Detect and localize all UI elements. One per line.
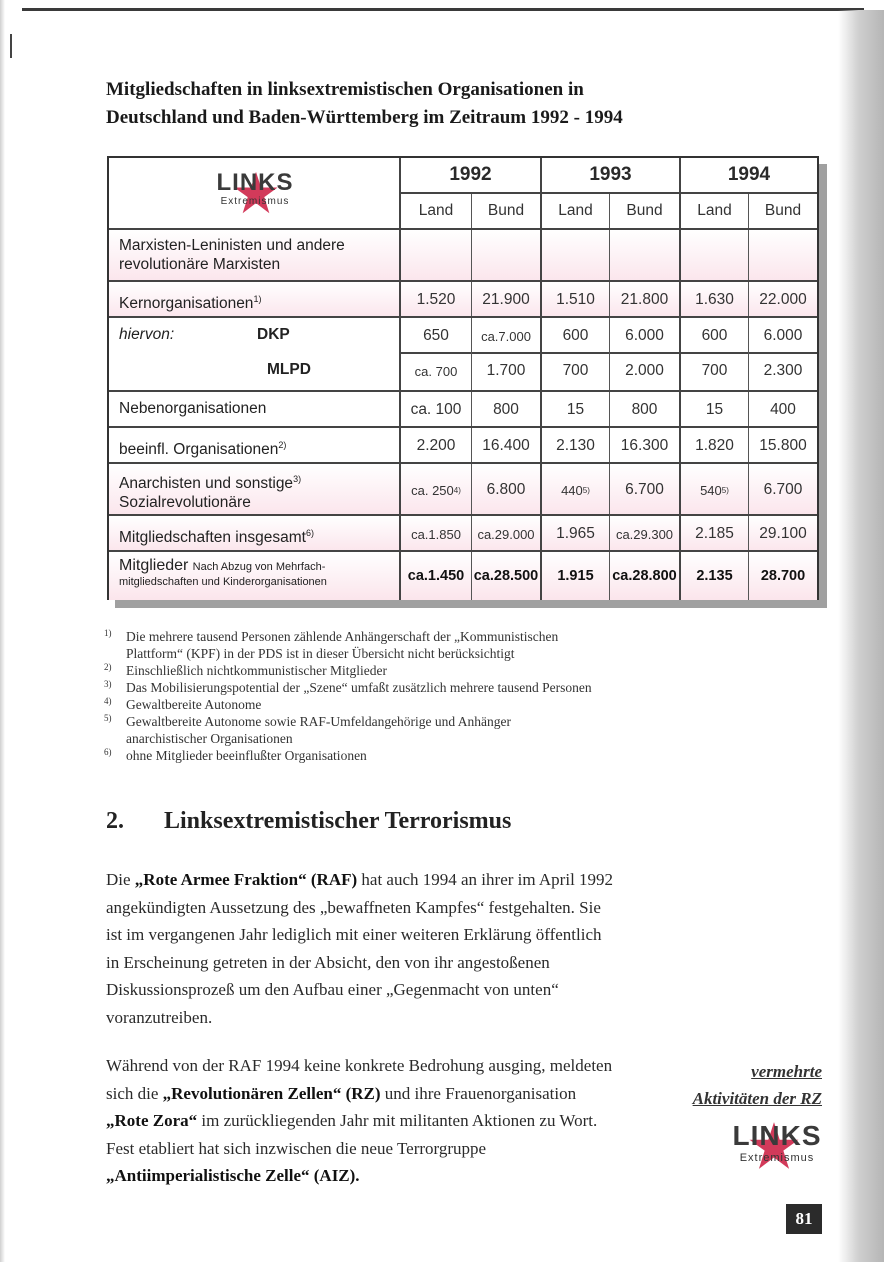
footnote: 2) Einschließlich nichtkommunistischer Mitglieder — [104, 662, 387, 678]
value-cell: ca.28.800 — [609, 552, 679, 600]
table-row-total — [109, 550, 817, 600]
value-cell: ca.29.000 — [471, 516, 540, 552]
value-cell: ca.1.450 — [407, 568, 465, 584]
table-row — [109, 316, 817, 354]
value-cell: 21.900 — [471, 282, 540, 318]
value-cell: 6.700 — [609, 464, 679, 516]
value-cell: 16.400 — [471, 428, 540, 464]
value-cell: 21.800 — [609, 282, 679, 318]
value-cell: 540 5) — [679, 464, 748, 516]
subheader-bund: Bund — [748, 194, 817, 228]
value-cell: 1.700 — [471, 352, 540, 390]
paragraph: Während von der RAF 1994 keine konkrete Bedrohung ausging, meldeten sich die „Revolutionären Zellen“ (RZ) und ihre Frauenorganisation „Rote Zora“ im zurückliegenden Jahr mit militanten Aktionen zu Wort. Fest etabliert hat sich inzwischen die neue Terrorgruppe „Antiimperialistische Zelle“ (AIZ). — [106, 1056, 613, 1185]
value-cell: ca.28.500 — [471, 552, 540, 600]
header-logo-cell — [109, 158, 401, 228]
page-title: Mitgliedschaften in linksextremistischen Organisationen in Deutschland und Baden-Württemberg im Zeitraum 1992 - 1994 — [106, 79, 623, 128]
top-rule — [22, 8, 864, 11]
membership-table — [107, 156, 819, 600]
value-cell: 700 — [679, 352, 748, 390]
value-cell: ca. 250 4) — [411, 482, 461, 498]
margin-note: vermehrte Aktivitäten der RZ — [692, 1062, 822, 1108]
value-cell: 1.520 — [416, 291, 456, 308]
footnote: 3) Das Mobilisierungspotential der „Szene“ umfaßt zusätzlich mehrere tausend Personen — [104, 679, 592, 695]
subheader-bund: Bund — [609, 194, 679, 228]
value-cell: ca.7.000 — [471, 318, 540, 354]
value-cell: 6.000 — [748, 318, 817, 354]
footnote: 6) ohne Mitglieder beeinflußter Organisationen — [104, 747, 367, 763]
value-cell: 28.700 — [748, 552, 817, 600]
table-row — [109, 426, 817, 464]
section-number: 2. — [106, 808, 124, 834]
value-cell: ca.29.300 — [609, 516, 679, 552]
logo-text: LINKS — [216, 169, 294, 196]
value-cell: 6.800 — [471, 464, 540, 516]
value-cell: 1.820 — [679, 428, 748, 464]
value-cell: 650 — [423, 327, 449, 344]
value-cell: 15.800 — [748, 428, 817, 464]
year-1994: 1994 — [679, 158, 817, 192]
row-label: Nebenorganisationen — [109, 392, 401, 428]
value-cell: 2.200 — [416, 437, 456, 454]
value-cell: 2.000 — [609, 352, 679, 390]
value-cell: 2.130 — [540, 428, 609, 464]
value-cell: 2.135 — [679, 552, 748, 600]
value-cell: 800 — [471, 392, 540, 428]
footnote: 1) Die mehrere tausend Personen zählende Anhängerschaft der „Kommunistischen Plattform“ (KPF) in der PDS ist in dieser Übersicht nicht berücksichtigt — [104, 628, 559, 661]
scan-left-edge — [0, 0, 5, 1262]
value-cell: ca. 100 — [410, 401, 462, 418]
value-cell: 29.100 — [748, 516, 817, 552]
footnote: 4) Gewaltbereite Autonome — [104, 696, 262, 712]
value-cell: 15 — [540, 392, 609, 428]
table-row — [109, 514, 817, 552]
row-label: Mitglieder Nach Abzug von Mehrfach- mitgliedschaften und Kinderorganisationen — [109, 552, 401, 600]
value-cell: 2.185 — [679, 516, 748, 552]
subheader-bund: Bund — [471, 194, 540, 228]
table-row — [109, 280, 817, 318]
value-cell: 700 — [540, 352, 609, 390]
links-logo — [205, 170, 305, 208]
value-cell: 1.630 — [679, 282, 748, 318]
value-cell: 400 — [748, 392, 817, 428]
logo-text: LINKS — [732, 1120, 822, 1151]
value-cell: 1.915 — [540, 552, 609, 600]
section-title: Linksextremistischer Terrorismus — [164, 808, 512, 834]
paragraph: Die „Rote Armee Fraktion“ (RAF) hat auch 1994 an ihrer im April 1992 angekündigten Aussetzung des „bewaffneten Kampfes“ festgehalten. Sie ist im vergangenen Jahr lediglich mit einer weiteren Erklärung öffentlich in Erscheinung getreten in der Absicht, den von ihr angestoßenen Diskussionsprozeß um den Aufbau einer „Gegenmacht von unten“ voranzutreiben. — [106, 870, 614, 1027]
row-label: Marxisten-Leninisten und andere revolutionäre Marxisten — [109, 230, 401, 282]
value-cell: 1.510 — [540, 282, 609, 318]
links-logo — [722, 1120, 832, 1165]
row-label: beeinfl. Organisationen$^{2)}$ — [109, 428, 401, 464]
value-cell: 440 5) — [540, 464, 609, 516]
value-cell: 15 — [679, 392, 748, 428]
year-1992: 1992 — [449, 164, 492, 185]
table-header — [109, 158, 817, 228]
value-cell: 16.300 — [609, 428, 679, 464]
logo-subtext: Extremismus — [739, 1152, 815, 1164]
section-heading — [106, 808, 511, 835]
value-cell: 22.000 — [748, 282, 817, 318]
value-cell: 2.300 — [748, 352, 817, 390]
table-row — [109, 228, 817, 282]
row-label: Mitgliedschaften insgesamt$^{6)}$ — [109, 516, 401, 552]
subheader-land: Land — [418, 202, 454, 219]
row-label: Anarchisten und sonstige$^{3)}$ Sozialrevolutionäre — [109, 464, 401, 516]
value-cell: 800 — [609, 392, 679, 428]
subheader-land: Land — [679, 194, 748, 228]
page-number: 81 — [786, 1204, 822, 1234]
value-cell: 6.700 — [748, 464, 817, 516]
value-cell: 600 — [679, 318, 748, 354]
footnote: 5) Gewaltbereite Autonome sowie RAF-Umfeldangehörige und Anhänger anarchistischer Organisationen — [104, 713, 512, 746]
subheader-land: Land — [540, 194, 609, 228]
footnotes — [104, 628, 664, 764]
logo-subtext: Extremismus — [220, 196, 290, 207]
scan-shadow — [838, 10, 884, 1262]
scan-mark — [10, 34, 12, 58]
table-row — [109, 390, 817, 428]
value-cell: ca. 700 — [414, 363, 458, 379]
value-cell: 600 — [540, 318, 609, 354]
value-cell: 6.000 — [609, 318, 679, 354]
table-row — [109, 352, 817, 390]
value-cell: 1.965 — [540, 516, 609, 552]
row-label: hiervon: DKP — [109, 318, 401, 354]
table-row — [109, 462, 817, 516]
value-cell: ca.1.850 — [411, 526, 461, 542]
year-1993: 1993 — [540, 158, 679, 192]
subheader-row — [401, 192, 817, 228]
row-label: MLPD — [109, 352, 401, 390]
row-label: Kernorganisationen$^{1)}$ — [109, 282, 401, 318]
